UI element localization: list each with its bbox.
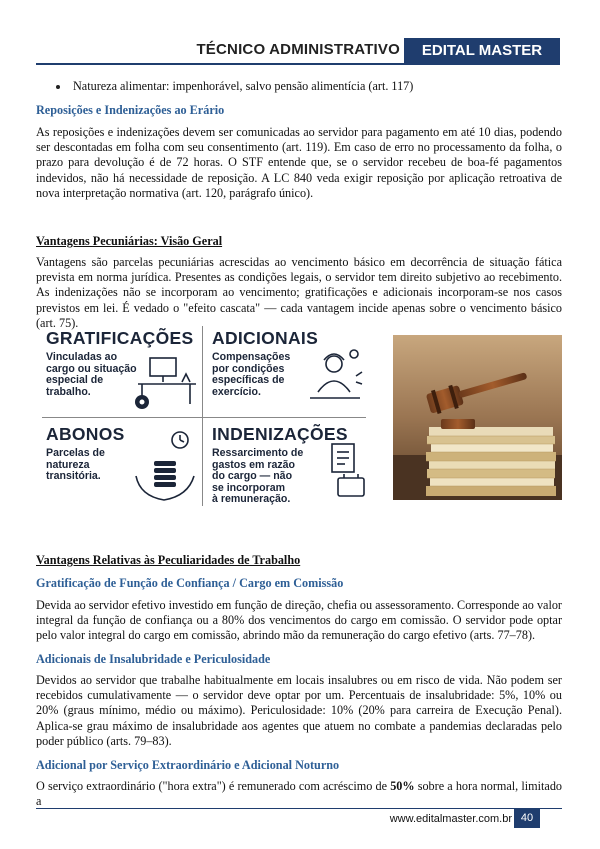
header-rule xyxy=(36,63,560,65)
footer-url: www.editalmaster.com.br xyxy=(389,813,512,825)
vantagens-infographic xyxy=(36,322,370,510)
card-desc: Ressarcimento de gastos em razão do cargo — não se incorporam à remuneração. xyxy=(212,447,304,506)
paragraph-text: Devidos ao servidor que trabalhe habitualmente em locais insalubres ou em risco de vida. Não podem ser recebidos cumulativamente — o servidor deve optar por um. Percentuais de insalubridade: 5%, 10% ou 20% (graus mínimo, médio ou máximo). Periculosidade: 10% (20% para carreira de Execução Penal). Aplica-se grau máximo de insalubridade aos agentes que atuem no combate a pandemias declaradas pelo poder público (arts. 79–83). xyxy=(36,673,562,748)
paragraph-text: Devida ao servidor efetivo investido em função de direção, chefia ou assessoramento. Corresponde ao valor integral da função de confiança ou a 80% dos vencimentos do cargo em comissão. O servidor pode optar pelo valor integral do cargo em comissão, abrindo mão da remuneração do cargo efetivo (arts. 77–78). xyxy=(36,598,562,643)
card-desc: Compensações por condições específicas de exercício. xyxy=(212,351,291,398)
page-header xyxy=(36,38,560,63)
divider xyxy=(42,417,366,418)
course-title: TÉCNICO ADMINISTRATIVO xyxy=(196,41,400,58)
worker-icon xyxy=(304,346,366,412)
paragraph-extra xyxy=(36,779,562,809)
section-heading-extra: Adicional por Serviço Extraordinário e Adicional Noturno xyxy=(36,758,340,772)
section-heading-vantagens: Vantagens Pecuniárias: Visão Geral xyxy=(36,234,223,248)
paragraph-text: Vantagens são parcelas pecuniárias acrescidas ao vencimento básico em decorrência de situação fática prevista em norma jurídica. Presentes as condições legais, o servidor tem direito subjetivo ao recebimento. As indenizações não se incorporam ao vencimento; gratificações e adicionais incorporam-se nos casos previstos em lei. É vedado o "efeito cascata" — cada vantagem incide apenas sobre o vencimento básico (art. 75). xyxy=(36,255,562,330)
card-title: GRATIFICAÇÕES xyxy=(46,328,194,348)
section-heading-peculiaridades: Vantagens Relativas às Peculiaridades de Trabalho xyxy=(36,553,301,567)
paragraph-gratificacao xyxy=(36,598,562,644)
card-desc: Parcelas de natureza transitória. xyxy=(46,447,105,483)
card-desc: Vinculadas ao cargo ou situação especial de trabalho. xyxy=(46,351,137,398)
list-item xyxy=(56,79,413,94)
bullet-icon xyxy=(56,85,60,89)
paragraph-text: O serviço extraordinário ("hora extra") é remunerado com acréscimo de 50% sobre a hora normal, limitado a xyxy=(36,779,563,809)
paragraph-adicionais xyxy=(36,673,562,749)
receipt-icon xyxy=(328,440,370,504)
paragraph-reposicoes xyxy=(36,125,562,201)
card-title: ABONOS xyxy=(46,424,125,444)
office-desk-icon xyxy=(132,352,200,414)
paragraph-text: As reposições e indenizações devem ser comunicadas ao servidor para pagamento em até 10 dias, podendo ser descontadas em folha com seu consentimento (art. 119). Em caso de erro no processamento da folha, o prazo para devolução é de 72 horas. O STF entende que, se o servidor recebeu de boa-fé pagamentos indevidos, não há necessidade de reposição. A LC 840 veda exigir reposição por aplicação retroativa de nova interpretação normativa (art. 120, parágrafo único). xyxy=(36,125,562,200)
card-title: INDENIZAÇÕES xyxy=(212,424,348,444)
coins-hand-icon xyxy=(130,430,200,506)
page-number: 40 xyxy=(514,809,540,828)
page-footer xyxy=(36,808,562,828)
section-heading-gratificacao: Gratificação de Função de Confiança / Cargo em Comissão xyxy=(36,576,344,590)
divider xyxy=(202,326,203,506)
section-heading-reposicoes: Reposições e Indenizações ao Erário xyxy=(36,103,225,117)
paragraph-vantagens xyxy=(36,255,562,331)
card-title: ADICIONAIS xyxy=(212,328,319,348)
section-heading-adicionais: Adicionais de Insalubridade e Periculosidade xyxy=(36,652,271,666)
bullet-text: Natureza alimentar: impenhorável, salvo pensão alimentícia (art. 117) xyxy=(73,79,414,93)
gavel-documents-photo xyxy=(393,335,562,500)
brand-badge: EDITAL MASTER xyxy=(404,38,560,63)
footer-rule xyxy=(36,808,562,809)
